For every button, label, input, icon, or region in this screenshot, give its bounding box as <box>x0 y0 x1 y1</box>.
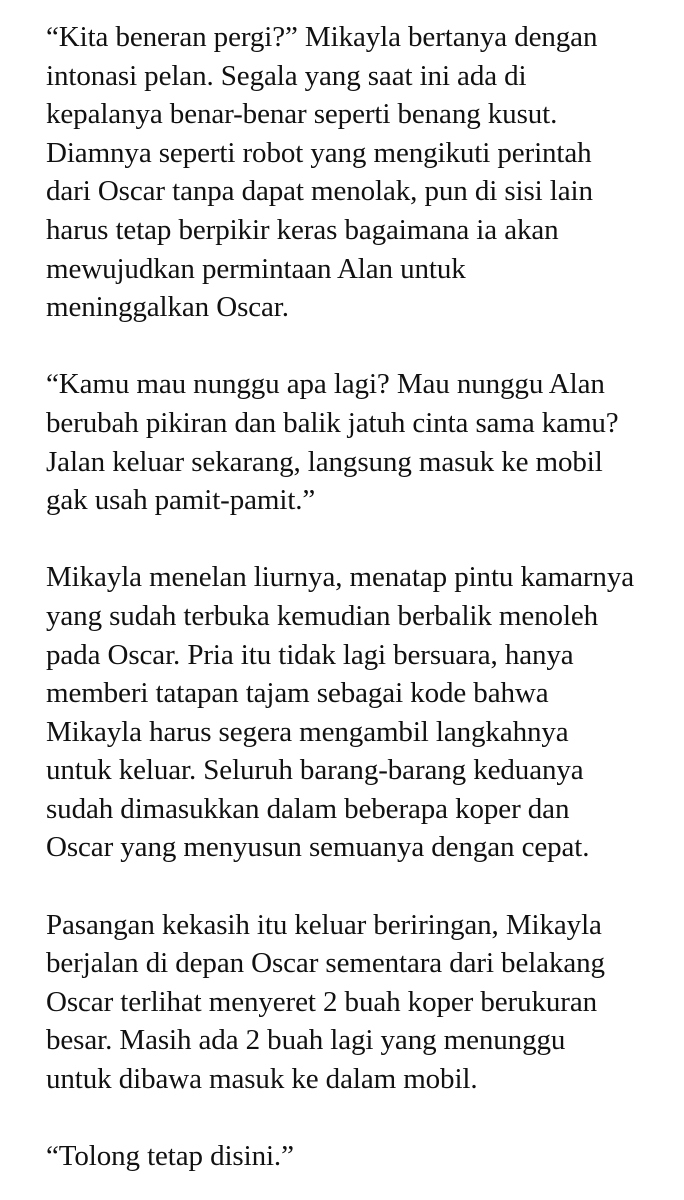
paragraph-3 <box>46 558 656 867</box>
text-line: pada Oscar. Pria itu tidak lagi bersuara, hanya <box>46 638 574 671</box>
text-line: memberi tatapan tajam sebagai kode bahwa <box>46 677 549 710</box>
paragraph-4 <box>46 906 656 1099</box>
text-line: “Kita beneran pergi?” Mikayla bertanya dengan <box>46 21 598 53</box>
paragraph-5 <box>46 1137 656 1176</box>
text-line: dari Oscar tanpa dapat menolak, pun di sisi lain <box>46 175 593 208</box>
text-line: Oscar yang menyusun semuanya dengan cepat. <box>46 831 590 864</box>
paragraph-2 <box>46 365 656 519</box>
text-line: Mikayla menelan liurnya, menatap pintu kamarnya <box>46 561 634 594</box>
text-line: meninggalkan Oscar. <box>46 291 289 324</box>
text-line: sudah dimasukkan dalam beberapa koper dan <box>46 792 570 825</box>
text-line: yang sudah terbuka kemudian berbalik menoleh <box>46 599 599 632</box>
text-line: gak usah pamit-pamit.” <box>46 484 316 517</box>
text-line: kepalanya benar-benar seperti benang kusut. <box>46 98 558 131</box>
text-line: intonasi pelan. Segala yang saat ini ada di <box>46 59 527 92</box>
text-line: “Kamu mau nunggu apa lagi? Mau nunggu Alan <box>46 368 605 401</box>
paragraph-1 <box>46 18 656 327</box>
text-line: Diamnya seperti robot yang mengikuti perintah <box>46 136 592 169</box>
text-line: untuk dibawa masuk ke dalam mobil. <box>46 1063 478 1096</box>
text-line: berubah pikiran dan balik jatuh cinta sama kamu? <box>46 406 619 439</box>
text-line: Oscar terlihat menyeret 2 buah koper berukuran <box>46 985 598 1018</box>
text-line: Pasangan kekasih itu keluar beriringan, Mikayla <box>46 908 602 941</box>
text-line: Mikayla harus segera mengambil langkahnya <box>46 715 569 748</box>
text-line: Jalan keluar sekarang, langsung masuk ke mobil <box>46 445 603 478</box>
text-line: untuk keluar. Seluruh barang-barang keduanya <box>46 754 584 787</box>
text-line: mewujudkan permintaan Alan untuk <box>46 252 466 285</box>
text-line: besar. Masih ada 2 buah lagi yang menunggu <box>46 1024 566 1057</box>
text-line: berjalan di depan Oscar sementara dari belakang <box>46 947 605 980</box>
text-line: harus tetap berpikir keras bagaimana ia akan <box>46 213 559 246</box>
text-line: “Tolong tetap disini.” <box>46 1140 294 1173</box>
